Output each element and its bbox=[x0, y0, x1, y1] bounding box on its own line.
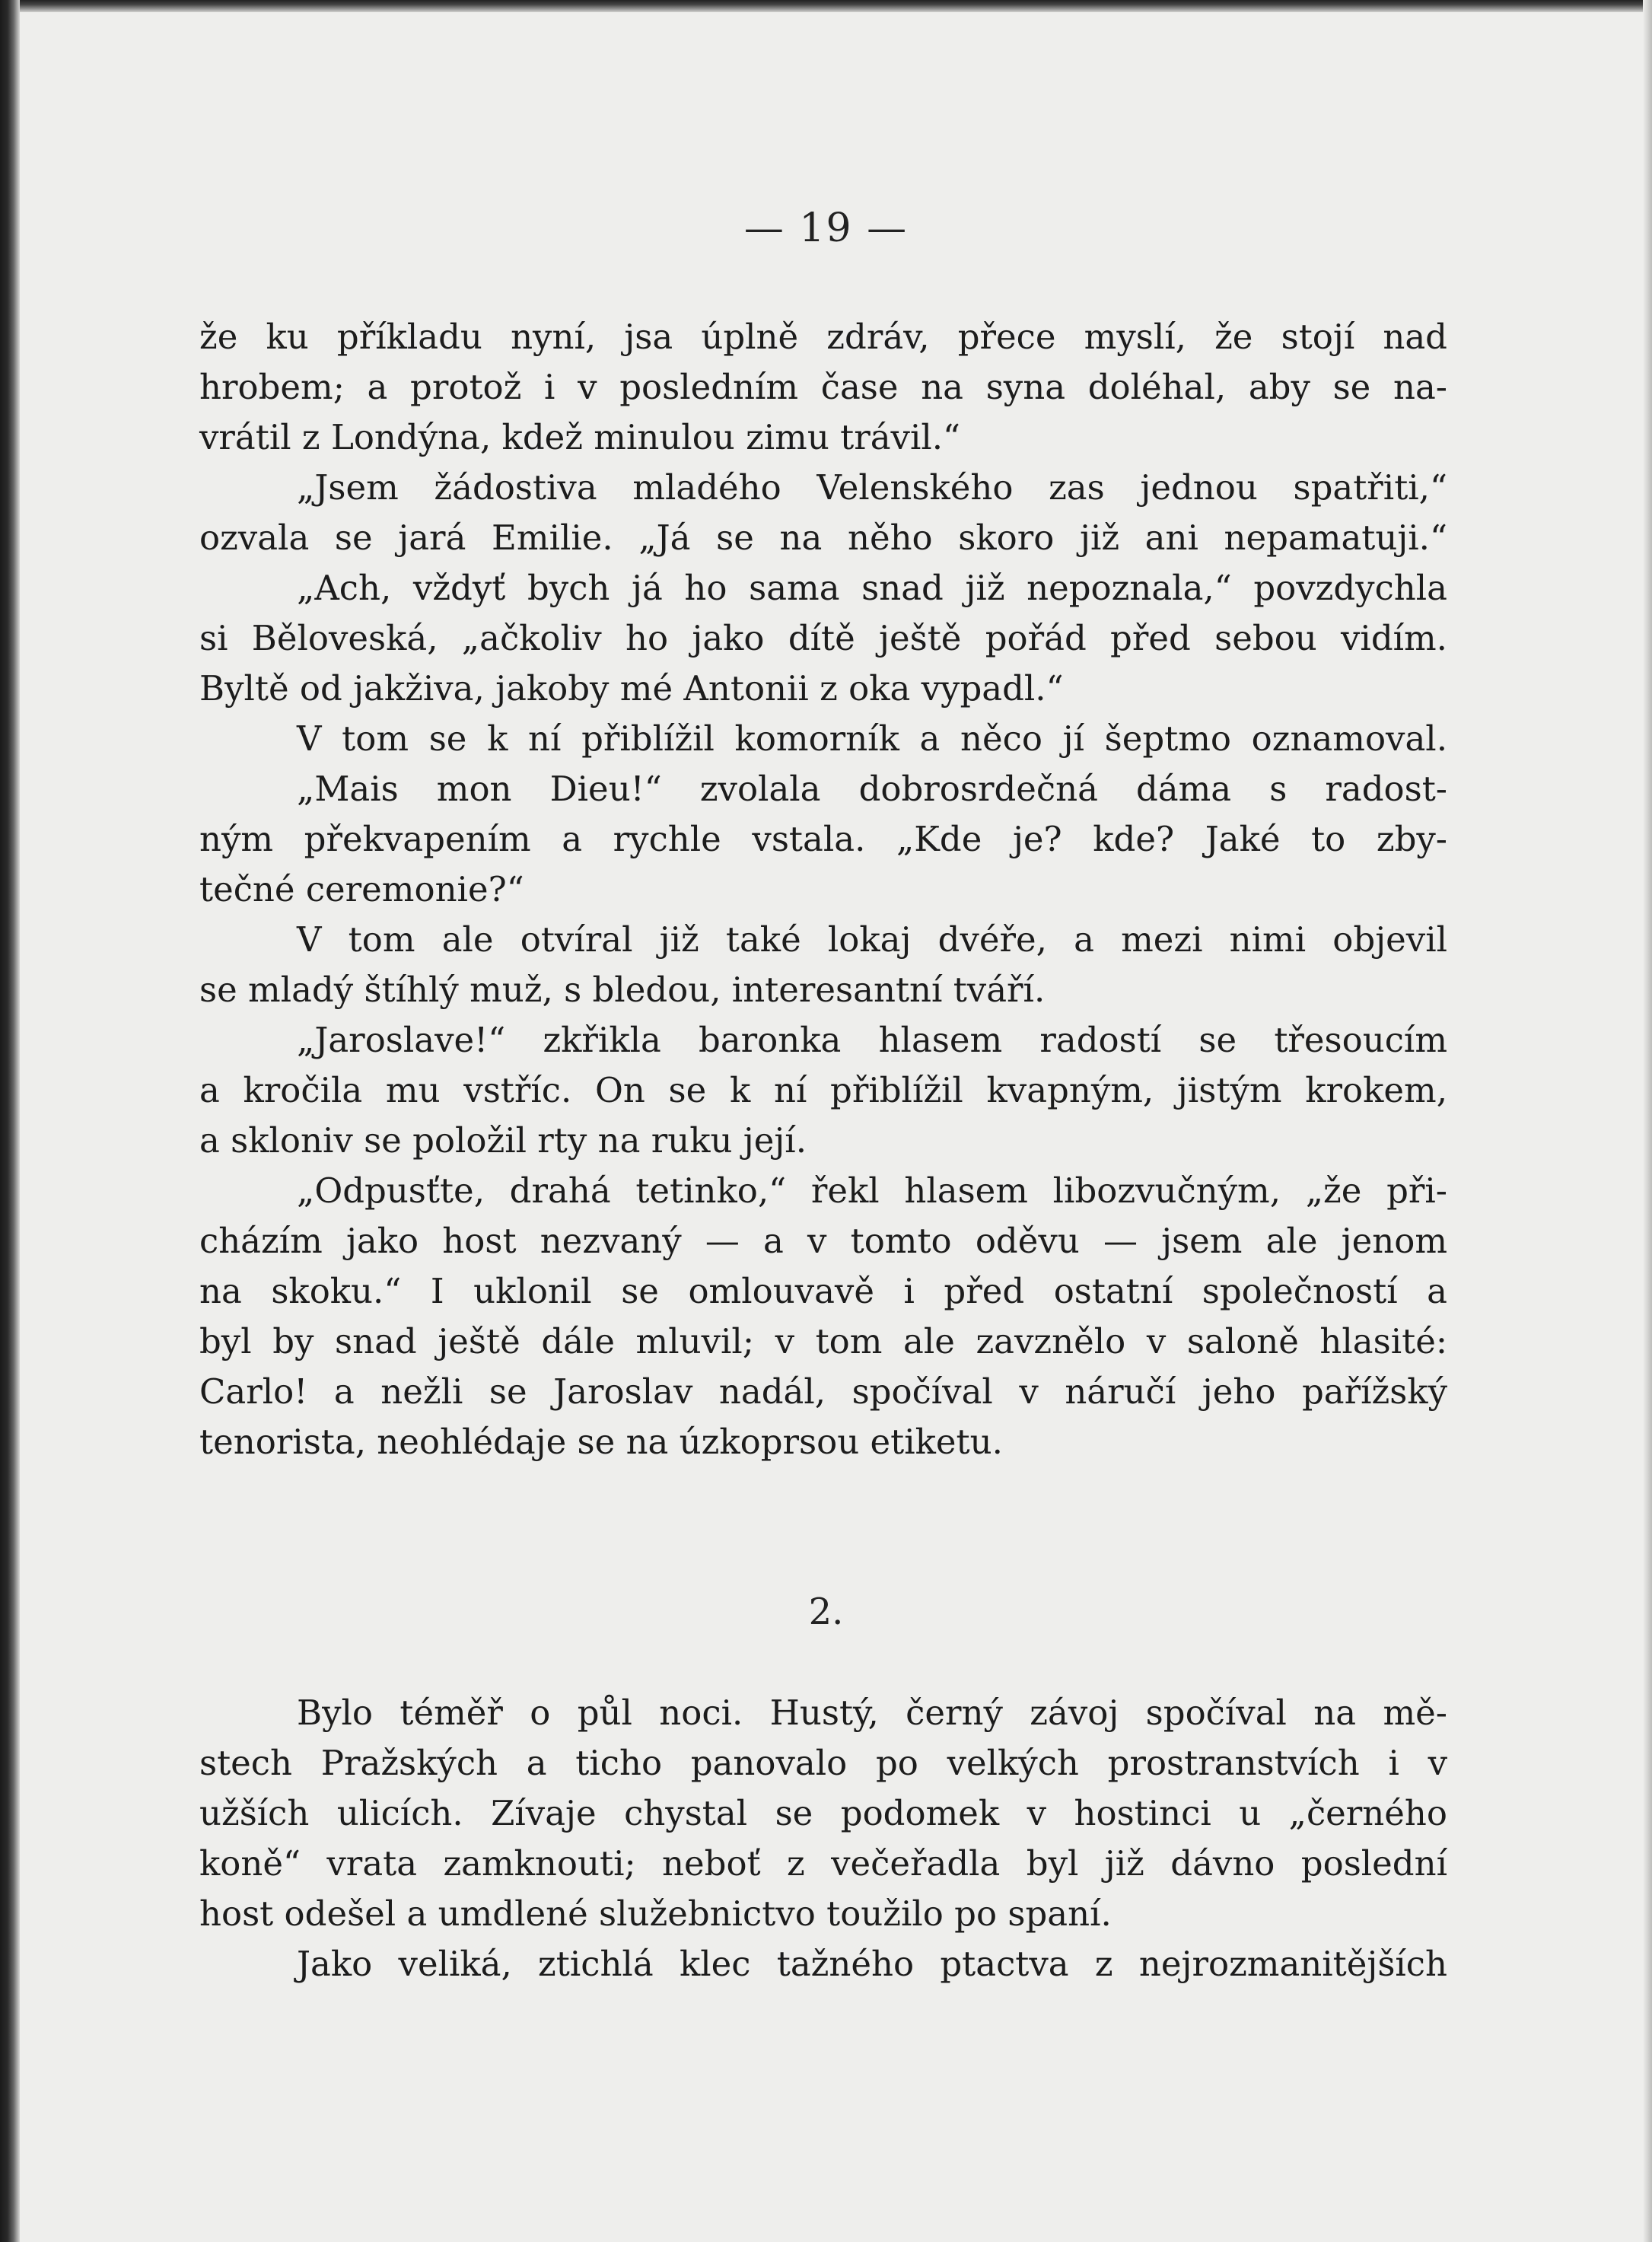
text-line: host odešel a umdlené služebnictvo toužilo po spaní. bbox=[199, 1893, 1112, 1934]
text-line: „Odpusťte, drahá tetinko,“ řekl hlasem libozvučným, „že při- bbox=[297, 1170, 1447, 1211]
text-line: a kročila mu vstříc. On se k ní přiblížil kvapným, jistým krokem, bbox=[199, 1070, 1447, 1110]
text-line: si Běloveská, „ačkoliv ho jako dítě ještě pořád před sebou vidím. bbox=[199, 618, 1447, 658]
text-line: na skoku.“ I uklonil se omlouvavě i před ostatní společností a bbox=[199, 1271, 1447, 1311]
page-binding-edge bbox=[0, 0, 20, 2242]
text-line: „Jsem žádostiva mladého Velenského zas jednou spatřiti,“ bbox=[297, 467, 1447, 508]
text-line: „Mais mon Dieu!“ zvolala dobrosrdečná dáma s radost- bbox=[297, 769, 1447, 809]
text-line: „Jaroslave!“ zkřikla baronka hlasem radostí se třesoucím bbox=[297, 1020, 1447, 1060]
paragraph-block-1 bbox=[199, 312, 1447, 1467]
text-line: cházím jako host nezvaný — a v tomto oděvu — jsem ale jenom bbox=[199, 1221, 1447, 1261]
section-number: 2. bbox=[808, 1591, 844, 1633]
paragraph-block-2 bbox=[199, 1688, 1447, 1989]
text-line: ným překvapením a rychle vstala. „Kde je? kde? Jaké to zby- bbox=[199, 819, 1447, 859]
page-number: — 19 — bbox=[743, 205, 909, 251]
page-right-edge bbox=[1643, 0, 1652, 2242]
text-line: tenorista, neohlédaje se na úzkoprsou etiketu. bbox=[199, 1422, 1003, 1462]
text-line: tečné ceremonie?“ bbox=[199, 869, 524, 909]
text-line: stech Pražských a ticho panovalo po velkých prostranstvích i v bbox=[199, 1743, 1447, 1783]
text-line: Bylo téměř o půl noci. Hustý, černý závoj spočíval na mě- bbox=[297, 1693, 1447, 1733]
text-line: V tom ale otvíral již také lokaj dvéře, a mezi nimi objevil bbox=[297, 919, 1447, 960]
text-line: že ku příkladu nyní, jsa úplně zdráv, přece myslí, že stojí nad bbox=[199, 317, 1447, 357]
text-line: ozvala se jará Emilie. „Já se na něho skoro již ani nepamatuji.“ bbox=[199, 518, 1447, 558]
text-line: se mladý štíhlý muž, s bledou, interesantní tváří. bbox=[199, 970, 1046, 1010]
text-line: hrobem; a protož i v posledním čase na syna doléhal, aby se na- bbox=[199, 367, 1447, 407]
text-line: V tom se k ní přiblížil komorník a něco jí šeptmo oznamoval. bbox=[297, 718, 1447, 759]
text-line: vrátil z Londýna, kdež minulou zimu trávil.“ bbox=[199, 417, 961, 457]
text-line: koně“ vrata zamknouti; neboť z večeřadla byl již dávno poslední bbox=[199, 1843, 1447, 1884]
text-line: byl by snad ještě dále mluvil; v tom ale zavznělo v saloně hlasité: bbox=[199, 1321, 1447, 1361]
text-line: „Ach, vždyť bych já ho sama snad již nepoznala,“ povzdychla bbox=[297, 568, 1447, 608]
page-top-edge bbox=[0, 0, 1652, 12]
text-line: Carlo! a nežli se Jaroslav nadál, spočíval v náručí jeho pařížský bbox=[199, 1371, 1447, 1412]
text-line: Byltě od jakživa, jakoby mé Antonii z oka vypadl.“ bbox=[199, 668, 1064, 709]
text-line: a skloniv se položil rty na ruku její. bbox=[199, 1120, 807, 1161]
text-line: Jako veliká, ztichlá klec tažného ptactva z nejrozmanitějších bbox=[297, 1944, 1447, 1984]
text-line: užších ulicích. Zívaje chystal se podomek v hostinci u „černého bbox=[199, 1793, 1447, 1833]
